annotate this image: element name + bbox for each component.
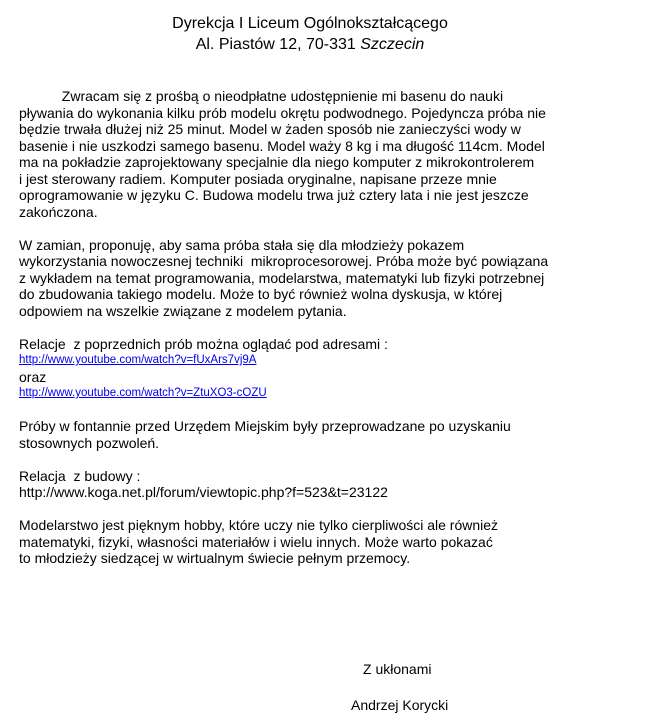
paragraph-line: W zamian, proponuję, aby sama próba stała się dla młodzieży pokazem — [19, 236, 465, 253]
paragraph-line: Zwracam się z prośbą o nieodpłatne udostępnienie mi basenu do nauki — [19, 88, 504, 104]
paragraph-fountain — [19, 418, 649, 451]
youtube-link-1[interactable]: http://www.youtube.com/watch?v=fUxArs7vj9A — [19, 354, 257, 366]
paragraph-spacer — [19, 402, 649, 419]
paragraph-hobby — [19, 517, 649, 567]
signature-name: Andrzej Korycki — [351, 697, 449, 713]
paragraph-line: stosownych pozwoleń. — [19, 434, 160, 451]
paragraph-line: odpowiem na wszelkie związane z modelem pytania. — [19, 302, 347, 319]
paragraph-spacer — [19, 220, 649, 237]
recipient-city: Szczecin — [360, 36, 425, 53]
recipient-street: Al. Piastów 12, 70-331 — [195, 36, 361, 53]
paragraph-line: basenie i nie uszkodzi samego basenu. Model waży 8 kg i ma długość 114cm. Model — [19, 137, 545, 154]
build-log-intro: Relacja z budowy : — [19, 467, 141, 484]
paragraph-line: zakończona. — [19, 203, 98, 220]
letter-body — [19, 88, 649, 567]
youtube-link-1-line — [19, 352, 649, 369]
paragraph-line: wykorzystania nowoczesnej techniki mikroprocesorowej. Próba może być powiązana — [19, 253, 549, 269]
conjunction-oraz: oraz — [19, 368, 47, 385]
paragraph-spacer — [19, 451, 649, 468]
youtube-link-2-line — [19, 385, 649, 402]
paragraph-line: Próby w fontannie przed Urzędem Miejskim były przeprowadzane po uzyskaniu — [19, 418, 511, 434]
paragraph-line: i jest sterowany radiem. Komputer posiada oryginalne, napisane przeze mnie — [19, 170, 497, 187]
paragraph-line: matematyki, fizyki, własności materiałów i wielu innych. Może warto pokazać — [19, 533, 493, 550]
paragraph-request — [19, 88, 649, 220]
paragraph-build-log — [19, 468, 649, 501]
previous-trials-intro: Relacje z poprzednich prób można oglądać pod adresami : — [19, 335, 388, 352]
paragraph-line: do zbudowania takiego modelu. Może to być również wolna dyskusja, w której — [19, 286, 503, 302]
build-log-url: http://www.koga.net.pl/forum/viewtopic.php?f=523&t=23122 — [19, 484, 388, 500]
paragraph-spacer — [19, 319, 649, 336]
paragraph-line: będzie trwała dłużej niż 25 minut. Model w żaden sposób nie zanieczyści wody w — [19, 121, 521, 137]
paragraph-line: pływania do wykonania kilku prób modelu okrętu podwodnego. Pojedyncza próba nie — [19, 104, 546, 121]
closing-greeting: Z ukłonami — [363, 661, 432, 677]
paragraph-line: z wykładem na temat programowania, modelarstwa, matematyki lub fizyki potrzebnej — [19, 269, 545, 286]
paragraph-line: to młodzieży siedzącej w wirtualnym świecie pełnym przemocy. — [19, 550, 411, 566]
recipient-name: Dyrekcja I Liceum Ogólnokształcącego — [172, 15, 448, 32]
paragraph-previous-trials — [19, 336, 649, 402]
youtube-link-2[interactable]: http://www.youtube.com/watch?v=ZtuXO3-cOZU — [19, 387, 267, 399]
letter-header — [0, 13, 620, 55]
paragraph-line: ma na pokładzie zaprojektowany specjalnie dla niego komputer z mikrokontrolerem — [19, 154, 535, 170]
paragraph-spacer — [19, 501, 649, 518]
paragraph-offer — [19, 237, 649, 320]
paragraph-line: oprogramowanie w języku C. Budowa modelu trwa już cztery lata i nie jest jeszcze — [19, 187, 529, 203]
paragraph-line: Modelarstwo jest pięknym hobby, które uczy nie tylko cierpliwości ale również — [19, 517, 499, 533]
recipient-address — [0, 34, 620, 55]
